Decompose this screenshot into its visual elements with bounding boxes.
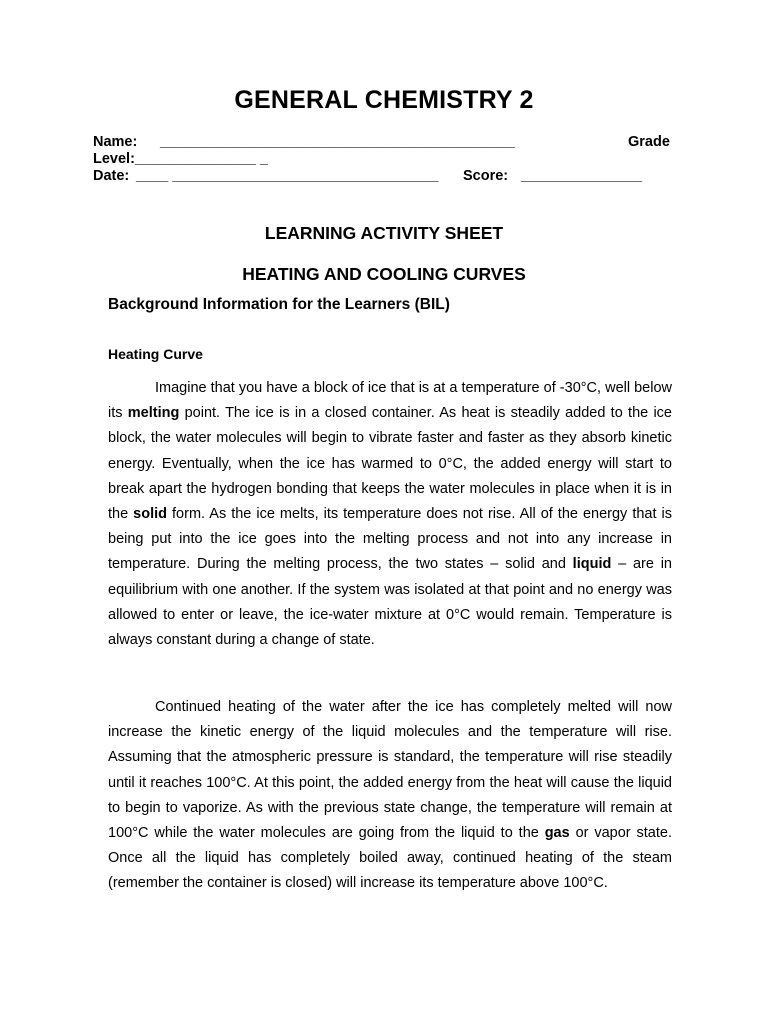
level-label: Level: (93, 151, 135, 167)
name-line-tail: _______ (458, 134, 515, 150)
name-label: Name: (93, 134, 138, 150)
name-blank-line[interactable] (160, 134, 515, 151)
sheet-title: LEARNING ACTIVITY SHEET (264, 223, 504, 243)
section-title: Background Information for the Learners (BIL) (108, 296, 450, 313)
date-label: Date: (93, 168, 130, 184)
grade-label: Grade (628, 134, 670, 150)
keyword-liquid: liquid (572, 556, 612, 573)
keyword-melting: melting (127, 405, 180, 422)
name-line: _____________________________________ (160, 134, 459, 150)
subsection-title: Heating Curve (108, 346, 203, 362)
score-line[interactable]: _______________ (521, 168, 642, 184)
level-field[interactable] (93, 151, 268, 168)
topic-title: HEATING AND COOLING CURVES (242, 264, 526, 284)
date-line[interactable]: ____ _________________________________ (136, 168, 439, 184)
keyword-gas: gas (544, 825, 570, 842)
paragraph-2: Continued heating of the water after the ice has completely melted will now increase the kinetic energy of the liquid molecules and the temperature will rise. Assuming that the atmospheric pressure is standard, the temperature will rise steadily until it reaches 100°C. At this point, the added energy from the heat will cause the liquid to begin to vaporize. As with the previous state change, the temperature will remain at 100°C while the water molecules are going from the liquid to the gas or vapor state. Once all the liquid has completely boiled away, continued heating of the steam (remember the container is closed) will increase its temperature above 100°C. (108, 699, 672, 892)
level-line: _______________ _ (134, 151, 268, 167)
score-label: Score: (463, 168, 509, 184)
keyword-solid: solid (133, 506, 168, 523)
document-title: GENERAL CHEMISTRY 2 (234, 86, 534, 114)
paragraph-1: Imagine that you have a block of ice that is at a temperature of -30°C, well below its melting point. The ice is in a closed container. As heat is steadily added to the ice block, the water molecules will begin to vibrate faster and faster as they absorb kinetic energy. Eventually, when the ice has warmed to 0°C, the added energy will start to break apart the hydrogen bonding that keeps the water molecules in place when it is in the solid form. As the ice melts, its temperature does not rise. All of the energy that is being put into the ice goes into the melting process and not into any increase in temperature. During the melting process, the two states – solid and liquid – are in equilibrium with one another. If the system was isolated at that point and no energy was allowed to enter or leave, the ice-water mixture at 0°C would remain. Temperature is always constant during a change of state. (108, 380, 672, 649)
